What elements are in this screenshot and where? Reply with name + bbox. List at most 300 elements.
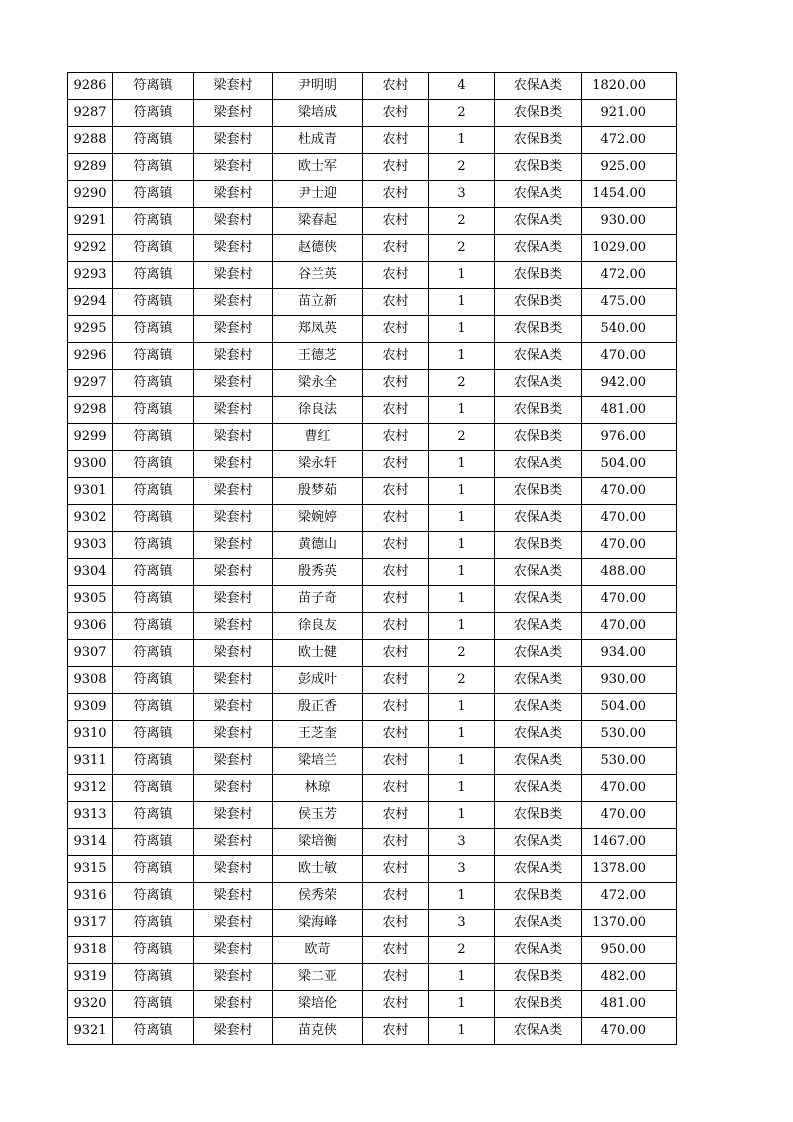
amount-cell: 470.00: [582, 613, 677, 640]
insurance-class-cell: 农保A类: [495, 694, 582, 721]
amount-cell: 470.00: [582, 1018, 677, 1045]
village-cell: 梁套村: [194, 397, 273, 424]
town-cell: 符离镇: [113, 748, 194, 775]
row-number-cell: 9291: [68, 208, 113, 235]
village-cell: 梁套村: [194, 991, 273, 1018]
table-body: [68, 73, 677, 1045]
household-type-cell: 农村: [363, 397, 429, 424]
village-cell: 梁套村: [194, 127, 273, 154]
name-cell: 苗克侠: [273, 1018, 363, 1045]
table-row: [68, 208, 677, 235]
row-number-cell: 9290: [68, 181, 113, 208]
town-cell: 符离镇: [113, 667, 194, 694]
table-row: [68, 154, 677, 181]
amount-cell: 934.00: [582, 640, 677, 667]
row-number-cell: 9300: [68, 451, 113, 478]
household-type-cell: 农村: [363, 856, 429, 883]
amount-cell: 488.00: [582, 559, 677, 586]
member-count-cell: 1: [429, 748, 495, 775]
household-type-cell: 农村: [363, 829, 429, 856]
household-type-cell: 农村: [363, 100, 429, 127]
member-count-cell: 4: [429, 73, 495, 100]
insurance-class-cell: 农保A类: [495, 667, 582, 694]
member-count-cell: 1: [429, 964, 495, 991]
table-row: [68, 127, 677, 154]
amount-cell: 472.00: [582, 262, 677, 289]
insurance-class-cell: 农保B类: [495, 532, 582, 559]
village-cell: 梁套村: [194, 316, 273, 343]
insurance-class-cell: 农保A类: [495, 370, 582, 397]
town-cell: 符离镇: [113, 991, 194, 1018]
table-row: [68, 667, 677, 694]
insurance-class-cell: 农保B类: [495, 883, 582, 910]
member-count-cell: 1: [429, 532, 495, 559]
household-type-cell: 农村: [363, 235, 429, 262]
amount-cell: 470.00: [582, 505, 677, 532]
table-row: [68, 559, 677, 586]
table-row: [68, 343, 677, 370]
name-cell: 殷梦茹: [273, 478, 363, 505]
household-type-cell: 农村: [363, 775, 429, 802]
name-cell: 殷秀英: [273, 559, 363, 586]
insurance-class-cell: 农保A类: [495, 451, 582, 478]
member-count-cell: 2: [429, 370, 495, 397]
village-cell: 梁套村: [194, 775, 273, 802]
town-cell: 符离镇: [113, 640, 194, 667]
table-row: [68, 964, 677, 991]
member-count-cell: 1: [429, 802, 495, 829]
village-cell: 梁套村: [194, 910, 273, 937]
table-row: [68, 181, 677, 208]
table-row: [68, 478, 677, 505]
name-cell: 郑凤英: [273, 316, 363, 343]
insurance-class-cell: 农保A类: [495, 505, 582, 532]
member-count-cell: 2: [429, 424, 495, 451]
village-cell: 梁套村: [194, 73, 273, 100]
town-cell: 符离镇: [113, 694, 194, 721]
insurance-class-cell: 农保B类: [495, 478, 582, 505]
insurance-class-cell: 农保B类: [495, 100, 582, 127]
household-type-cell: 农村: [363, 910, 429, 937]
amount-cell: 925.00: [582, 154, 677, 181]
insurance-class-cell: 农保B类: [495, 154, 582, 181]
row-number-cell: 9308: [68, 667, 113, 694]
town-cell: 符离镇: [113, 775, 194, 802]
amount-cell: 530.00: [582, 748, 677, 775]
row-number-cell: 9299: [68, 424, 113, 451]
row-number-cell: 9319: [68, 964, 113, 991]
amount-cell: 470.00: [582, 478, 677, 505]
insurance-class-cell: 农保B类: [495, 316, 582, 343]
table-row: [68, 991, 677, 1018]
name-cell: 侯秀荣: [273, 883, 363, 910]
member-count-cell: 3: [429, 856, 495, 883]
insurance-class-cell: 农保B类: [495, 802, 582, 829]
insurance-class-cell: 农保B类: [495, 397, 582, 424]
insurance-class-cell: 农保A类: [495, 829, 582, 856]
insurance-class-cell: 农保A类: [495, 559, 582, 586]
insurance-class-cell: 农保A类: [495, 910, 582, 937]
name-cell: 侯玉芳: [273, 802, 363, 829]
name-cell: 欧士健: [273, 640, 363, 667]
village-cell: 梁套村: [194, 343, 273, 370]
insurance-class-cell: 农保A类: [495, 775, 582, 802]
table-row: [68, 1018, 677, 1045]
name-cell: 徐良友: [273, 613, 363, 640]
name-cell: 梁永全: [273, 370, 363, 397]
table-row: [68, 586, 677, 613]
table-row: [68, 505, 677, 532]
town-cell: 符离镇: [113, 316, 194, 343]
row-number-cell: 9315: [68, 856, 113, 883]
household-type-cell: 农村: [363, 1018, 429, 1045]
town-cell: 符离镇: [113, 451, 194, 478]
member-count-cell: 1: [429, 1018, 495, 1045]
member-count-cell: 2: [429, 208, 495, 235]
village-cell: 梁套村: [194, 640, 273, 667]
row-number-cell: 9297: [68, 370, 113, 397]
name-cell: 梁海峰: [273, 910, 363, 937]
village-cell: 梁套村: [194, 694, 273, 721]
village-cell: 梁套村: [194, 505, 273, 532]
town-cell: 符离镇: [113, 154, 194, 181]
table-row: [68, 451, 677, 478]
household-type-cell: 农村: [363, 424, 429, 451]
town-cell: 符离镇: [113, 964, 194, 991]
amount-cell: 504.00: [582, 694, 677, 721]
name-cell: 梁培兰: [273, 748, 363, 775]
name-cell: 曹红: [273, 424, 363, 451]
insurance-class-cell: 农保B类: [495, 289, 582, 316]
town-cell: 符离镇: [113, 73, 194, 100]
insurance-class-cell: 农保A类: [495, 235, 582, 262]
member-count-cell: 2: [429, 235, 495, 262]
household-type-cell: 农村: [363, 613, 429, 640]
name-cell: 彭成叶: [273, 667, 363, 694]
amount-cell: 504.00: [582, 451, 677, 478]
village-cell: 梁套村: [194, 181, 273, 208]
name-cell: 尹明明: [273, 73, 363, 100]
village-cell: 梁套村: [194, 802, 273, 829]
insurance-class-cell: 农保B类: [495, 262, 582, 289]
amount-cell: 1378.00: [582, 856, 677, 883]
member-count-cell: 1: [429, 289, 495, 316]
table-row: [68, 802, 677, 829]
table-row: [68, 937, 677, 964]
table-row: [68, 640, 677, 667]
amount-cell: 930.00: [582, 208, 677, 235]
row-number-cell: 9296: [68, 343, 113, 370]
name-cell: 欧士军: [273, 154, 363, 181]
household-type-cell: 农村: [363, 586, 429, 613]
member-count-cell: 2: [429, 154, 495, 181]
town-cell: 符离镇: [113, 721, 194, 748]
insurance-class-cell: 农保A类: [495, 856, 582, 883]
household-type-cell: 农村: [363, 721, 429, 748]
amount-cell: 470.00: [582, 802, 677, 829]
household-type-cell: 农村: [363, 991, 429, 1018]
village-cell: 梁套村: [194, 613, 273, 640]
village-cell: 梁套村: [194, 1018, 273, 1045]
insurance-class-cell: 农保B类: [495, 964, 582, 991]
town-cell: 符离镇: [113, 559, 194, 586]
village-cell: 梁套村: [194, 937, 273, 964]
member-count-cell: 3: [429, 181, 495, 208]
member-count-cell: 1: [429, 316, 495, 343]
household-type-cell: 农村: [363, 73, 429, 100]
town-cell: 符离镇: [113, 181, 194, 208]
amount-cell: 1029.00: [582, 235, 677, 262]
insurance-class-cell: 农保A类: [495, 181, 582, 208]
town-cell: 符离镇: [113, 127, 194, 154]
village-cell: 梁套村: [194, 721, 273, 748]
village-cell: 梁套村: [194, 532, 273, 559]
row-number-cell: 9294: [68, 289, 113, 316]
town-cell: 符离镇: [113, 856, 194, 883]
amount-cell: 930.00: [582, 667, 677, 694]
town-cell: 符离镇: [113, 802, 194, 829]
name-cell: 梁培伦: [273, 991, 363, 1018]
insurance-class-cell: 农保A类: [495, 721, 582, 748]
amount-cell: 1454.00: [582, 181, 677, 208]
household-type-cell: 农村: [363, 208, 429, 235]
row-number-cell: 9312: [68, 775, 113, 802]
town-cell: 符离镇: [113, 1018, 194, 1045]
town-cell: 符离镇: [113, 343, 194, 370]
amount-cell: 1370.00: [582, 910, 677, 937]
insurance-class-cell: 农保A类: [495, 613, 582, 640]
household-type-cell: 农村: [363, 883, 429, 910]
row-number-cell: 9288: [68, 127, 113, 154]
row-number-cell: 9286: [68, 73, 113, 100]
household-type-cell: 农村: [363, 316, 429, 343]
village-cell: 梁套村: [194, 586, 273, 613]
village-cell: 梁套村: [194, 748, 273, 775]
household-type-cell: 农村: [363, 451, 429, 478]
insurance-class-cell: 农保A类: [495, 748, 582, 775]
row-number-cell: 9316: [68, 883, 113, 910]
table-row: [68, 748, 677, 775]
member-count-cell: 2: [429, 937, 495, 964]
member-count-cell: 1: [429, 883, 495, 910]
row-number-cell: 9304: [68, 559, 113, 586]
table-row: [68, 694, 677, 721]
member-count-cell: 1: [429, 991, 495, 1018]
row-number-cell: 9289: [68, 154, 113, 181]
household-type-cell: 农村: [363, 154, 429, 181]
table-row: [68, 721, 677, 748]
row-number-cell: 9321: [68, 1018, 113, 1045]
town-cell: 符离镇: [113, 262, 194, 289]
town-cell: 符离镇: [113, 586, 194, 613]
table-row: [68, 532, 677, 559]
name-cell: 谷兰英: [273, 262, 363, 289]
village-cell: 梁套村: [194, 208, 273, 235]
insurance-class-cell: 农保B类: [495, 424, 582, 451]
village-cell: 梁套村: [194, 478, 273, 505]
row-number-cell: 9317: [68, 910, 113, 937]
name-cell: 梁婉婷: [273, 505, 363, 532]
table-row: [68, 100, 677, 127]
row-number-cell: 9287: [68, 100, 113, 127]
town-cell: 符离镇: [113, 424, 194, 451]
town-cell: 符离镇: [113, 505, 194, 532]
village-cell: 梁套村: [194, 262, 273, 289]
member-count-cell: 1: [429, 559, 495, 586]
town-cell: 符离镇: [113, 883, 194, 910]
row-number-cell: 9298: [68, 397, 113, 424]
household-type-cell: 农村: [363, 532, 429, 559]
amount-cell: 1820.00: [582, 73, 677, 100]
member-count-cell: 1: [429, 613, 495, 640]
town-cell: 符离镇: [113, 397, 194, 424]
name-cell: 王芝奎: [273, 721, 363, 748]
member-count-cell: 1: [429, 262, 495, 289]
insurance-class-cell: 农保A类: [495, 208, 582, 235]
amount-cell: 475.00: [582, 289, 677, 316]
member-count-cell: 1: [429, 478, 495, 505]
table-row: [68, 289, 677, 316]
amount-cell: 470.00: [582, 532, 677, 559]
town-cell: 符离镇: [113, 208, 194, 235]
amount-cell: 921.00: [582, 100, 677, 127]
name-cell: 赵德侠: [273, 235, 363, 262]
name-cell: 殷正香: [273, 694, 363, 721]
name-cell: 黄德山: [273, 532, 363, 559]
member-count-cell: 2: [429, 640, 495, 667]
table-row: [68, 829, 677, 856]
amount-cell: 472.00: [582, 883, 677, 910]
row-number-cell: 9309: [68, 694, 113, 721]
member-count-cell: 2: [429, 100, 495, 127]
amount-cell: 942.00: [582, 370, 677, 397]
table-row: [68, 397, 677, 424]
member-count-cell: 1: [429, 451, 495, 478]
table-row: [68, 424, 677, 451]
name-cell: 梁培成: [273, 100, 363, 127]
name-cell: 欧士敏: [273, 856, 363, 883]
table-row: [68, 775, 677, 802]
amount-cell: 472.00: [582, 127, 677, 154]
table-row: [68, 235, 677, 262]
amount-cell: 976.00: [582, 424, 677, 451]
row-number-cell: 9305: [68, 586, 113, 613]
village-cell: 梁套村: [194, 559, 273, 586]
town-cell: 符离镇: [113, 370, 194, 397]
table-row: [68, 262, 677, 289]
household-type-cell: 农村: [363, 289, 429, 316]
insurance-class-cell: 农保A类: [495, 937, 582, 964]
insurance-class-cell: 农保B类: [495, 127, 582, 154]
household-type-cell: 农村: [363, 937, 429, 964]
village-cell: 梁套村: [194, 370, 273, 397]
member-count-cell: 1: [429, 694, 495, 721]
table-row: [68, 370, 677, 397]
row-number-cell: 9310: [68, 721, 113, 748]
name-cell: 梁春起: [273, 208, 363, 235]
member-count-cell: 1: [429, 586, 495, 613]
amount-cell: 482.00: [582, 964, 677, 991]
member-count-cell: 1: [429, 397, 495, 424]
village-cell: 梁套村: [194, 856, 273, 883]
household-type-cell: 农村: [363, 370, 429, 397]
row-number-cell: 9302: [68, 505, 113, 532]
name-cell: 梁永轩: [273, 451, 363, 478]
amount-cell: 470.00: [582, 586, 677, 613]
row-number-cell: 9301: [68, 478, 113, 505]
insurance-class-cell: 农保A类: [495, 1018, 582, 1045]
table-row: [68, 910, 677, 937]
amount-cell: 530.00: [582, 721, 677, 748]
amount-cell: 1467.00: [582, 829, 677, 856]
member-count-cell: 1: [429, 343, 495, 370]
town-cell: 符离镇: [113, 235, 194, 262]
amount-cell: 470.00: [582, 343, 677, 370]
household-type-cell: 农村: [363, 478, 429, 505]
village-cell: 梁套村: [194, 451, 273, 478]
name-cell: 欧苛: [273, 937, 363, 964]
town-cell: 符离镇: [113, 289, 194, 316]
household-type-cell: 农村: [363, 667, 429, 694]
insurance-class-cell: 农保A类: [495, 640, 582, 667]
row-number-cell: 9303: [68, 532, 113, 559]
household-type-cell: 农村: [363, 127, 429, 154]
row-number-cell: 9295: [68, 316, 113, 343]
table-row: [68, 73, 677, 100]
household-type-cell: 农村: [363, 262, 429, 289]
household-type-cell: 农村: [363, 640, 429, 667]
household-type-cell: 农村: [363, 559, 429, 586]
member-count-cell: 1: [429, 721, 495, 748]
household-type-cell: 农村: [363, 694, 429, 721]
village-cell: 梁套村: [194, 235, 273, 262]
row-number-cell: 9306: [68, 613, 113, 640]
name-cell: 梁培衡: [273, 829, 363, 856]
name-cell: 尹士迎: [273, 181, 363, 208]
village-cell: 梁套村: [194, 289, 273, 316]
village-cell: 梁套村: [194, 667, 273, 694]
name-cell: 苗子奇: [273, 586, 363, 613]
amount-cell: 950.00: [582, 937, 677, 964]
row-number-cell: 9320: [68, 991, 113, 1018]
household-type-cell: 农村: [363, 343, 429, 370]
town-cell: 符离镇: [113, 910, 194, 937]
village-cell: 梁套村: [194, 883, 273, 910]
insurance-class-cell: 农保A类: [495, 73, 582, 100]
insurance-class-cell: 农保A类: [495, 343, 582, 370]
insurance-class-cell: 农保A类: [495, 586, 582, 613]
data-table: [67, 72, 677, 1045]
member-count-cell: 3: [429, 910, 495, 937]
village-cell: 梁套村: [194, 964, 273, 991]
table-row: [68, 856, 677, 883]
name-cell: 梁二亚: [273, 964, 363, 991]
row-number-cell: 9307: [68, 640, 113, 667]
amount-cell: 481.00: [582, 397, 677, 424]
town-cell: 符离镇: [113, 829, 194, 856]
table-row: [68, 613, 677, 640]
town-cell: 符离镇: [113, 478, 194, 505]
row-number-cell: 9292: [68, 235, 113, 262]
household-type-cell: 农村: [363, 802, 429, 829]
insurance-class-cell: 农保B类: [495, 991, 582, 1018]
village-cell: 梁套村: [194, 100, 273, 127]
name-cell: 杜成青: [273, 127, 363, 154]
member-count-cell: 1: [429, 505, 495, 532]
household-type-cell: 农村: [363, 748, 429, 775]
town-cell: 符离镇: [113, 937, 194, 964]
household-type-cell: 农村: [363, 505, 429, 532]
